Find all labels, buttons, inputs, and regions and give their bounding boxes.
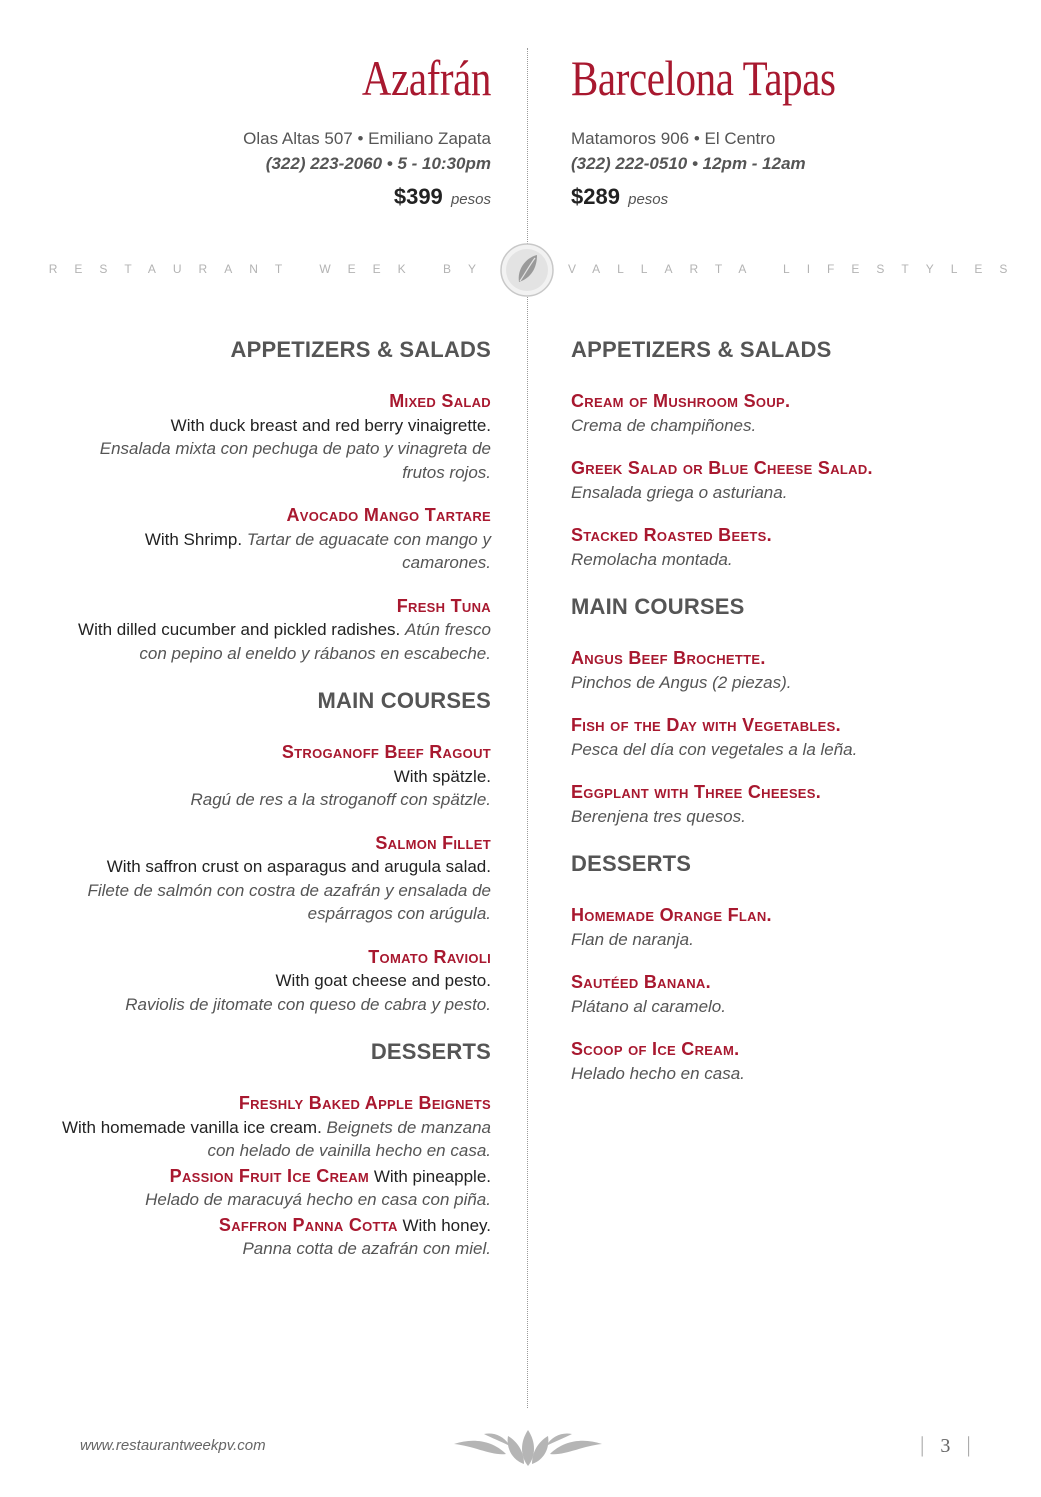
restaurant-header-right [571, 48, 1011, 210]
price-amount: $289 [571, 184, 620, 209]
menu-item [60, 595, 491, 666]
menu-item [60, 1165, 491, 1212]
dish-description-es: Atún fresco con pepino al eneldo y rábanos en escabeche. [139, 620, 491, 663]
section-heading-appetizers: APPETIZERS & SALADS [230, 337, 491, 362]
dish-description-en: With dilled cucumber and pickled radishes. [78, 620, 401, 639]
dish-description-es: Beignets de manzana con helado de vainilla hecho en casa. [207, 1117, 491, 1160]
dish-name: Tomato Ravioli [368, 946, 491, 967]
dish-name: Saffron Panna Cotta [218, 1214, 398, 1235]
restaurant-phone-hours: (322) 223-2060 • 5 - 10:30pm [265, 154, 491, 173]
section-heading-desserts: DESSERTS [571, 851, 692, 876]
dish-description-es: Helado de maracuyá hecho en casa con piña. [145, 1190, 491, 1209]
dish-description-en: With honey. [402, 1215, 491, 1235]
dish-description-es: Remolacha montada. [571, 549, 733, 569]
menu-item [60, 1092, 491, 1163]
restaurant-name: Azafrán [361, 50, 491, 106]
dish-description-es: Pinchos de Angus (2 piezas). [571, 672, 792, 692]
dish-description-es: Panna cotta de azafrán con miel. [242, 1239, 491, 1258]
footer-website-url: www.restaurantweekpv.com [80, 1437, 266, 1454]
dish-name: Cream of Mushroom Soup. [571, 391, 791, 411]
price-unit: pesos [450, 191, 491, 208]
dish-description-es: Berenjena tres quesos. [571, 806, 746, 826]
dish-description-en: With Shrimp. [144, 529, 243, 549]
menu-item [60, 832, 491, 926]
page-number-value: 3 [940, 1435, 953, 1457]
dish-name: Stacked Roasted Beets. [571, 525, 772, 545]
menu-item [60, 741, 491, 812]
dish-name: Homemade Orange Flan. [571, 905, 772, 925]
dish-name: Stroganoff Beef Ragout [281, 742, 491, 762]
menu-right [571, 334, 1011, 1105]
restaurant-header-left [60, 48, 491, 210]
section-heading-mains: MAIN COURSES [317, 688, 491, 713]
restaurant-price [571, 184, 1011, 210]
menu-item [60, 504, 491, 575]
dish-description-es: Raviolis de jitomate con queso de cabra y pesto. [125, 994, 491, 1014]
dish-description-en: With homemade vanilla ice cream. [61, 1117, 322, 1137]
dish-name: Angus Beef Brochette. [571, 648, 766, 668]
section-heading-desserts: DESSERTS [370, 1039, 491, 1064]
dish-name: Eggplant with Three Cheeses. [571, 782, 822, 802]
banner-text-right: VALLARTA LIFESTYLES [568, 262, 1025, 276]
dish-description-en: With duck breast and red berry vinaigrette. [170, 415, 491, 435]
menu-item [60, 390, 491, 484]
restaurant-address: Olas Altas 507 • Emiliano Zapata [243, 129, 491, 148]
dish-description-es: Crema de champiñones. [571, 415, 757, 435]
restaurant-price [60, 184, 491, 210]
dish-name: Fish of the Day with Vegetables. [571, 715, 841, 735]
restaurant-name: Barcelona Tapas [571, 50, 836, 106]
dish-name: Salmon Fillet [375, 832, 491, 853]
dish-name: Avocado Mango Tartare [286, 505, 491, 525]
dish-name: Fresh Tuna [396, 595, 491, 616]
dish-name: Scoop of Ice Cream. [571, 1039, 740, 1059]
price-unit: pesos [628, 191, 669, 208]
leaf-emblem-icon [499, 242, 555, 298]
dish-description-en: With goat cheese and pesto. [275, 971, 491, 990]
menu-item [571, 714, 1011, 761]
menu-item [571, 1038, 1011, 1085]
dish-description-es: Tartar de aguacate con mango y camarones. [246, 529, 491, 572]
menu-item [571, 904, 1011, 951]
restaurant-week-banner [0, 240, 1041, 300]
menu-item [571, 457, 1011, 504]
dish-description-es: Flan de naranja. [571, 929, 694, 949]
menu-item [571, 971, 1011, 1018]
menu-item [60, 946, 491, 1017]
menu-item [571, 781, 1011, 828]
dish-description-es: Plátano al caramelo. [571, 996, 726, 1016]
page-number: | 3 | [920, 1432, 973, 1457]
dish-description-en: With pineapple. [373, 1166, 491, 1186]
dish-name: Mixed Salad [389, 391, 491, 411]
dish-description-es: Filete de salmón con costra de azafrán y ensalada de espárragos con arúgula. [87, 880, 491, 923]
price-amount: $399 [393, 184, 443, 209]
section-heading-mains: MAIN COURSES [571, 594, 745, 619]
dish-description-es: Ensalada griega o asturiana. [571, 482, 788, 502]
section-heading-appetizers: APPETIZERS & SALADS [571, 337, 832, 362]
dish-description-en: With saffron crust on asparagus and arugula salad. [106, 857, 491, 876]
menu-item [571, 390, 1011, 437]
dish-description-en: With spätzle. [393, 766, 491, 786]
dish-description-es: Ragú de res a la stroganoff con spätzle. [190, 790, 491, 809]
menu-item [571, 524, 1011, 571]
menu-left [60, 334, 491, 1263]
dish-name: Freshly Baked Apple Beignets [238, 1093, 491, 1113]
dish-name: Greek Salad or Blue Cheese Salad. [571, 458, 873, 478]
dish-description-es: Helado hecho en casa. [571, 1063, 745, 1083]
menu-item [60, 1214, 491, 1261]
floral-ornament-icon [450, 1420, 606, 1470]
dish-description-es: Ensalada mixta con pechuga de pato y vinagreta de frutos rojos. [99, 439, 491, 482]
dish-name: Sautéed Banana. [571, 972, 711, 992]
dish-description-es: Pesca del día con vegetales a la leña. [571, 739, 858, 759]
restaurant-address: Matamoros 906 • El Centro [571, 129, 776, 148]
restaurant-phone-hours: (322) 222-0510 • 12pm - 12am [571, 154, 806, 173]
menu-item [571, 647, 1011, 694]
dish-name: Passion Fruit Ice Cream [169, 1165, 370, 1186]
banner-text-left: RESTAURANT WEEK BY [48, 262, 493, 276]
